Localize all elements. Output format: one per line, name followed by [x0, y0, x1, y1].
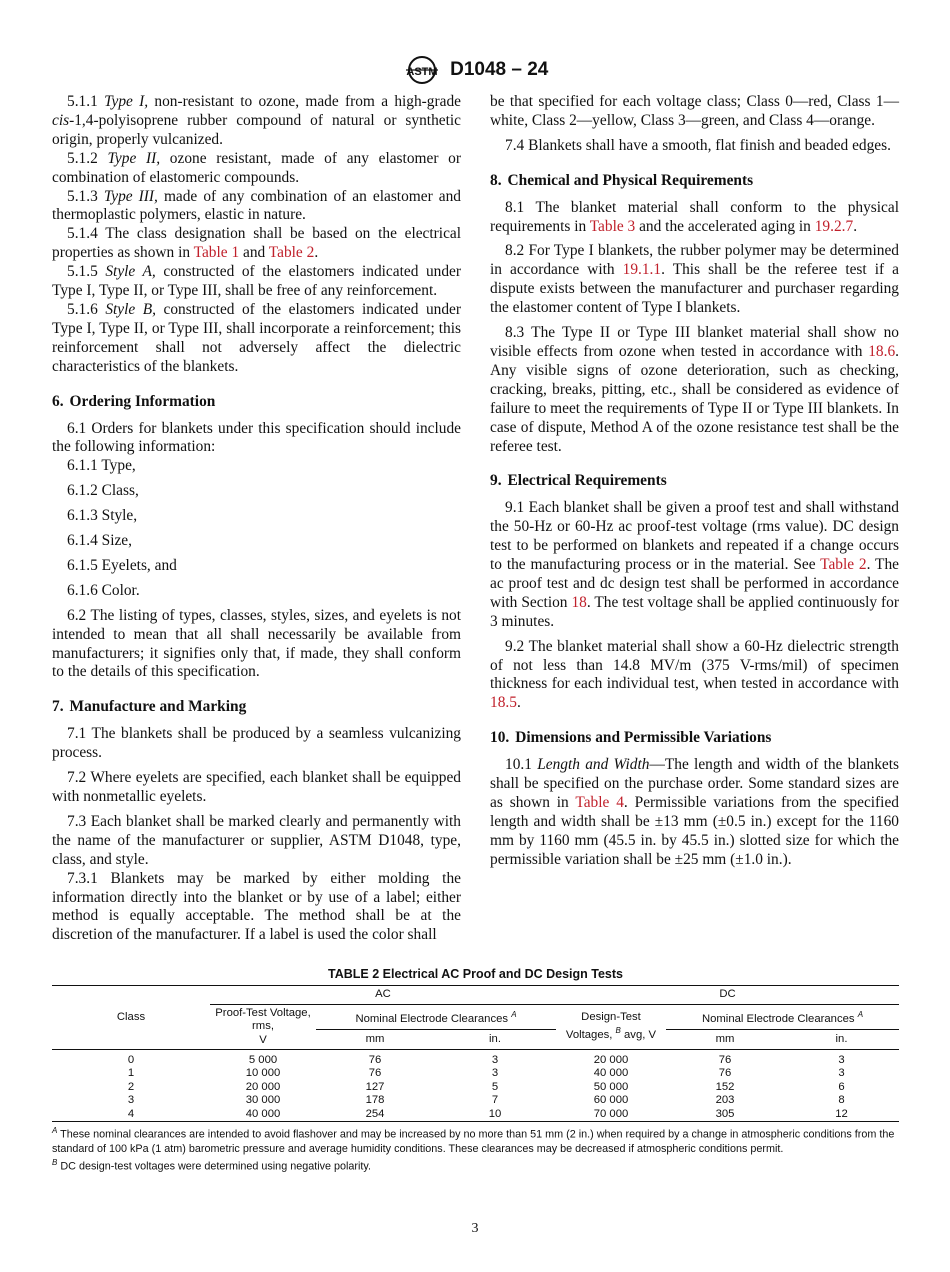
list-item: 6.1.5 Eyelets, and: [67, 556, 177, 574]
paragraph-5-1-3: 5.1.3 Type III, made of any combination of an elastomer and thermoplastic polymers, elastic in nature.: [52, 187, 461, 224]
paragraph-9-2: 9.2 The blanket material shall show a 60-Hz dielectric strength of not less than 14.8 MV/m (375 V-rms/mil) of specimen thickness for each individual test, when tested in accordance with 18.5.: [490, 637, 899, 712]
list-item: 6.1.1 Type,: [67, 457, 136, 475]
paragraph-5-1-5: 5.1.5 Style A, constructed of the elastomers indicated under Type I, Type II, or Type III, shall be free of any reinforcement.: [52, 263, 461, 300]
section-6-heading: 6. Ordering Information: [52, 392, 216, 410]
table-2-grid: [52, 985, 899, 1122]
link-19-1-1[interactable]: 19.1.1: [622, 261, 662, 279]
page-header: [0, 55, 950, 85]
link-table-2[interactable]: Table 2: [268, 244, 315, 262]
paragraph-10-1: 10.1 Length and Width—The length and width of the blankets shall be specified on the purchase order. Some standard sizes are as shown in Table 4. Permissible variations from the specified length and width shall be ±13 mm (±0.5 in.) except for the 1160 mm by 1160 mm (45.5 in. by 45.5 in.) slotted size for which the permissible variation shall be ±25 mm (±1.0 in.).: [490, 756, 899, 868]
footnote-a: $^A$ These nominal clearances are intended to avoid flashover and may be increased by no more than 51 mm (2 in.) when required by a change in atmospheric conditions from the standard of 100 kPa (1 atm) barometric pressure and average humidity conditions. These clearances may be decreased if atmospheric conditions permit.: [52, 1126, 895, 1155]
astm-logo-icon: [402, 55, 442, 85]
section-7-heading: 7. Manufacture and Marking: [52, 698, 247, 716]
header-group-ac: AC: [210, 986, 556, 1005]
header-ac-mm: mm: [316, 1029, 434, 1049]
paragraph-5-1-6: 5.1.6 Style B, constructed of the elastomers indicated under Type I, Type II, or Type III, shall incorporate a reinforcement; this reinforcement shall not adversely affect the dielectric characteristics of the blankets.: [52, 300, 461, 375]
list-item: 6.1.3 Style,: [67, 507, 138, 525]
header-nominal-dc: Nominal Electrode Clearances $^A$: [666, 1004, 899, 1029]
paragraph-8-1: 8.1 The blanket material shall conform to the physical requirements in Table 3 and the accelerated aging in 19.2.7.: [490, 198, 899, 235]
link-table-2[interactable]: Table 2: [820, 556, 867, 574]
list-item: 6.1.2 Class,: [67, 482, 139, 500]
paragraph-7-3-1-continued: be that specified for each voltage class; Class 0—red, Class 1—white, Class 2—yellow, Class 3—green, and Class 4—orange.: [490, 93, 899, 129]
page-number: 3: [471, 1221, 479, 1236]
left-column: [52, 93, 461, 945]
section-10-heading: 10. Dimensions and Permissible Variations: [490, 729, 772, 747]
paragraph-7-3-1: 7.3.1 Blankets may be marked by either molding the information directly into the blanket or by use of a label; either method is equally acceptable. The method shall be at the discretion of the manufacturer. If a label is used the color shall: [52, 869, 461, 944]
list-6-1: [52, 457, 461, 600]
paragraph-7-2: 7.2 Where eyelets are specified, each blanket shall be equipped with nonmetallic eyelets.: [52, 769, 461, 805]
table-2: [52, 967, 899, 1173]
table-row: 4 40 000 254 10 70 000 305 12: [52, 1108, 899, 1122]
section-8-heading: 8. Chemical and Physical Requirements: [490, 171, 754, 189]
paragraph-6-1: 6.1 Orders for blankets under this specification should include the following information:: [52, 419, 461, 456]
list-item: 6.1.6 Color.: [67, 581, 140, 599]
link-table-4[interactable]: Table 4: [575, 794, 624, 811]
paragraph-5-1-4: 5.1.4 The class designation shall be based on the electrical properties as shown in Table 1 and Table 2.: [52, 225, 462, 262]
paragraph-5-1-2: 5.1.2 Type II, ozone resistant, made of any elastomer or combination of elastomeric compounds.: [52, 149, 461, 186]
list-item: 6.1.4 Size,: [67, 532, 132, 550]
paragraph-8-2: 8.2 For Type I blankets, the rubber polymer may be determined in accordance with 19.1.1. This shall be the referee test if a dispute exists between the manufacturer and purchaser regarding the elastomer content of Type I blankets.: [490, 242, 899, 317]
link-section-18[interactable]: 18: [571, 593, 587, 611]
header-ac-in: in.: [434, 1029, 556, 1049]
header-dc-mm: mm: [666, 1029, 784, 1049]
table-row: 1 10 000 76 3 40 000 76 3: [127, 1067, 845, 1079]
document-id: D1048 – 24: [450, 59, 549, 80]
link-18-5[interactable]: 18.5: [490, 694, 517, 712]
section-9-heading: 9. Electrical Requirements: [490, 472, 667, 490]
header-group-dc: DC: [556, 986, 899, 1005]
header-nominal-ac: Nominal Electrode Clearances $^A$: [316, 1004, 556, 1029]
table-footnotes: [52, 1124, 899, 1173]
link-table-3[interactable]: Table 3: [589, 217, 636, 235]
header-design-voltage: Design-Test Voltages, $^B$ avg, V: [556, 1004, 666, 1050]
right-column: [490, 93, 899, 876]
paragraph-5-1-1: 5.1.1 Type I, non-resistant to ozone, made from a high-grade cis-1,4-polyisoprene rubber compound of natural or synthetic origin, properly vulcanized.: [52, 93, 461, 148]
table-row: 3 30 000 178 7 60 000 203 8: [127, 1094, 845, 1106]
link-18-6[interactable]: 18.6: [868, 342, 896, 360]
paragraph-9-1: 9.1 Each blanket shall be given a proof test and shall withstand the 50-Hz or 60-Hz ac proof-test voltage (rms value). DC design test to be performed on blankets and repeated if a change occurs to the manufacturing process or in the material. See Table 2. The ac proof test and dc design test shall be performed in accordance with Section 18. The test voltage shall be applied continuously for 3 minutes.: [490, 499, 899, 630]
footnote-b: $^B$ DC design-test voltages were determined using negative polarity.: [52, 1157, 372, 1173]
table-title: TABLE 2 Electrical AC Proof and DC Design Tests: [328, 967, 623, 981]
table-row: 0 5 000 76 3 20 000 76 3: [127, 1053, 845, 1066]
paragraph-7-1: 7.1 The blankets shall be produced by a seamless vulcanizing process.: [52, 725, 461, 762]
astm-logo-text: ASTM: [406, 66, 438, 78]
paragraph-8-3: 8.3 The Type II or Type III blanket material shall show no visible effects from ozone when tested in accordance with 18.6. Any visible signs of ozone deterioration, such as checking, cracking, breaks, pitting, etc., shall be considered as evidence of failure to meet the requirements of Type II or Type III blankets. In case of dispute, Method A of the ozone resistance test shall be the referee test.: [490, 324, 899, 455]
paragraph-7-4: 7.4 Blankets shall have a smooth, flat finish and beaded edges.: [505, 136, 891, 154]
paragraph-7-3: 7.3 Each blanket shall be marked clearly and permanently with the name of the manufacturer or supplier, ASTM D1048, type, class, and style.: [52, 812, 461, 868]
paragraph-6-2: 6.2 The listing of types, classes, styles, sizes, and eyelets is not intended to mean that all shall necessarily be available from manufacturers; it signifies only that, if made, they shall conform to the details of this specification.: [52, 606, 461, 681]
header-class: Class: [52, 986, 210, 1050]
header-proof-voltage: Proof-Test Voltage, rms, V: [210, 1004, 316, 1050]
header-dc-in: in.: [784, 1029, 899, 1049]
table-row: 2 20 000 127 5 50 000 152 6: [127, 1080, 845, 1093]
link-table-1[interactable]: Table 1: [193, 244, 240, 262]
link-19-2-7[interactable]: 19.2.7: [814, 217, 854, 235]
